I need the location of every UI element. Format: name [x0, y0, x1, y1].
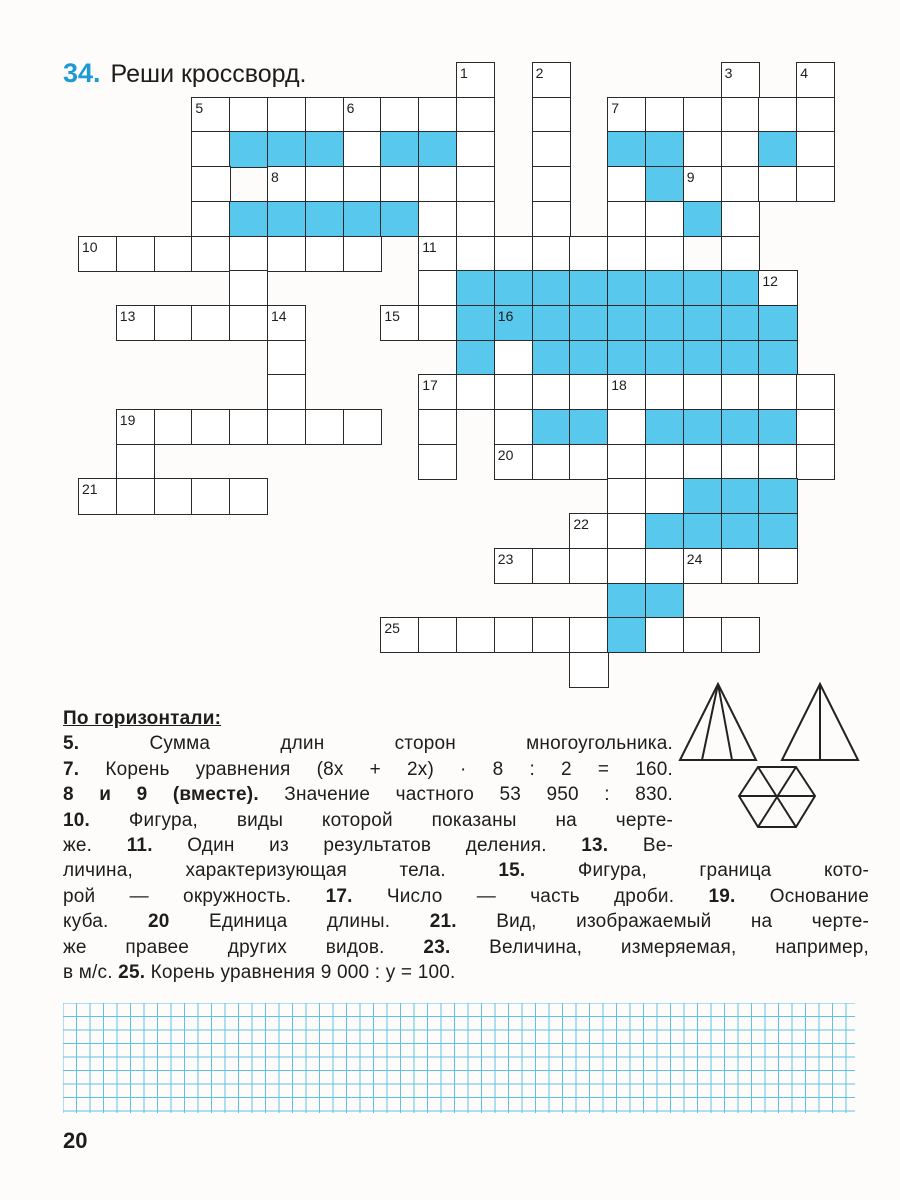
crossword-cell[interactable] [796, 131, 835, 167]
clue-number: 10. [63, 809, 91, 831]
crossword-cell[interactable] [645, 583, 684, 619]
clue-text: в м/с. [63, 962, 119, 984]
crossword-clue-number: 9 [686, 169, 695, 186]
crossword-cell[interactable] [305, 409, 344, 445]
crossword-cell[interactable] [456, 270, 495, 306]
crossword-cell[interactable] [418, 444, 457, 480]
clue-text: Основание [735, 885, 869, 907]
crossword-cell[interactable] [154, 409, 193, 445]
crossword-clue-number: 8 [271, 169, 279, 186]
crossword-cell[interactable] [721, 374, 760, 410]
clue-number: 17. [325, 885, 353, 907]
crossword-clue-number: 18 [611, 377, 627, 394]
crossword-cell[interactable] [532, 548, 571, 584]
crossword-cell[interactable] [191, 409, 230, 445]
crossword-cell[interactable] [191, 478, 230, 514]
crossword-cell[interactable] [569, 617, 608, 653]
crossword-cell[interactable] [456, 131, 495, 167]
clue-number: 8 и 9 (вместе). [63, 784, 259, 806]
crossword-cell[interactable] [721, 201, 760, 237]
crossword-cell[interactable] [418, 166, 457, 202]
crossword-cell[interactable] [532, 97, 571, 133]
crossword-cell[interactable] [645, 270, 684, 306]
clue-text: куба. [63, 911, 149, 933]
crossword-cell[interactable] [683, 201, 722, 237]
crossword-cell[interactable] [645, 340, 684, 376]
crossword-cell[interactable] [229, 305, 268, 341]
clue-7 [63, 757, 673, 782]
crossword-cell[interactable] [645, 131, 684, 167]
crossword-cell[interactable] [191, 305, 230, 341]
crossword-cell[interactable] [343, 131, 382, 167]
clue-text: Единица длины. [169, 911, 430, 933]
clue-text: Фигура, граница кото- [525, 860, 869, 882]
crossword-cell[interactable] [607, 166, 646, 202]
clue-15 [63, 858, 869, 883]
crossword-cell[interactable] [645, 409, 684, 445]
crossword-cell[interactable] [532, 201, 571, 237]
clue-number: 11. [126, 835, 153, 857]
clue-8-9 [63, 782, 673, 807]
crossword-cell[interactable] [683, 131, 722, 167]
crossword-cell[interactable] [796, 374, 835, 410]
crossword-cell[interactable] [305, 236, 344, 272]
clue-text: Вид, изображаемый на черте- [456, 911, 869, 933]
crossword-clue-number: 24 [686, 550, 703, 567]
clue-number: 25. [118, 962, 146, 984]
crossword-clue-number: 19 [119, 412, 136, 428]
crossword-cell[interactable] [683, 374, 722, 410]
crossword-cell[interactable] [758, 166, 797, 202]
crossword-cell[interactable] [721, 97, 760, 133]
crossword-cell[interactable] [645, 236, 684, 272]
crossword-clue-number: 5 [195, 99, 204, 116]
crossword-cell[interactable] [721, 513, 760, 549]
crossword-cell[interactable] [305, 131, 344, 167]
clue-5 [63, 731, 673, 756]
crossword-cell[interactable] [758, 444, 797, 480]
clue-text: же. [63, 835, 127, 857]
crossword-cell[interactable] [645, 201, 684, 237]
crossword-cell[interactable] [721, 617, 760, 653]
crossword-cell[interactable] [569, 652, 608, 688]
crossword-cell[interactable] [418, 201, 457, 237]
crossword-cell[interactable] [267, 97, 306, 133]
crossword-cell[interactable] [758, 305, 797, 341]
crossword-cell[interactable] [267, 131, 306, 167]
crossword-cell[interactable] [418, 97, 457, 133]
crossword-cell[interactable] [494, 617, 533, 653]
clue-25 [63, 960, 869, 985]
crossword-cell[interactable] [456, 617, 495, 653]
crossword-cell[interactable] [532, 305, 571, 341]
crossword-cell[interactable] [645, 166, 684, 202]
crossword-cell[interactable] [229, 409, 268, 445]
crossword-cell[interactable] [683, 270, 722, 306]
crossword-cell[interactable] [494, 340, 533, 376]
crossword-cell[interactable] [418, 305, 457, 341]
crossword-cell[interactable] [418, 617, 457, 653]
crossword-cell[interactable] [456, 201, 495, 237]
crossword-cell[interactable] [456, 374, 495, 410]
crossword-cell[interactable] [532, 270, 571, 306]
crossword-cell[interactable] [305, 97, 344, 133]
crossword-cell[interactable] [116, 444, 155, 480]
crossword-clue-number: 15 [384, 307, 400, 324]
crossword-cell[interactable] [267, 236, 306, 272]
crossword-cell[interactable] [418, 409, 457, 445]
crossword-cell[interactable] [758, 409, 797, 445]
crossword-cell[interactable] [343, 409, 382, 445]
crossword-cell[interactable] [229, 201, 268, 237]
crossword-cell[interactable] [607, 270, 646, 306]
crossword-cell[interactable] [796, 97, 835, 133]
crossword-cell[interactable] [569, 340, 608, 376]
crossword-cell[interactable] [721, 166, 760, 202]
crossword-cell[interactable] [721, 340, 760, 376]
crossword-clue-number: 16 [497, 307, 514, 324]
clues-section [63, 706, 869, 985]
crossword-cell[interactable] [607, 617, 646, 653]
crossword-cell[interactable] [607, 478, 646, 514]
crossword-clue-number: 7 [611, 99, 619, 116]
crossword-cell[interactable] [305, 166, 344, 202]
page-number: 20 [63, 1128, 88, 1153]
crossword-cell[interactable] [418, 270, 457, 306]
crossword-cell[interactable] [758, 548, 797, 584]
clue-number: 19. [708, 885, 736, 907]
crossword-cell[interactable] [796, 166, 835, 202]
crossword-clue-number: 3 [724, 65, 733, 81]
clue-text: Число — часть дроби. [352, 885, 709, 907]
crossword-cell[interactable] [645, 617, 684, 653]
crossword-cell[interactable] [607, 548, 646, 584]
crossword-cell[interactable] [645, 305, 684, 341]
clue-11-13 [63, 833, 673, 858]
clue-text: Один из результатов деления. [152, 835, 582, 857]
crossword-cell[interactable] [607, 444, 646, 480]
crossword-clue-number: 23 [497, 550, 514, 567]
crossword-cell[interactable] [683, 617, 722, 653]
crossword-clue-number: 14 [271, 307, 287, 324]
crossword-cell[interactable] [758, 374, 797, 410]
crossword-cell[interactable] [154, 305, 193, 341]
crossword-cell[interactable] [456, 340, 495, 376]
crossword-cell[interactable] [607, 583, 646, 619]
crossword-cell[interactable] [607, 131, 646, 167]
crossword-cell[interactable] [532, 131, 571, 167]
crossword-cell[interactable] [758, 478, 797, 514]
crossword-clue-number: 21 [82, 481, 98, 498]
crossword-cell[interactable] [683, 97, 722, 133]
crossword-cell[interactable] [380, 97, 419, 133]
crossword-cell[interactable] [758, 513, 797, 549]
task-title: Реши кроссворд. [110, 60, 307, 88]
crossword-cell[interactable] [721, 478, 760, 514]
crossword-cell[interactable] [229, 236, 268, 272]
crossword-clue-number: 12 [762, 273, 778, 290]
crossword-cell[interactable] [267, 340, 306, 376]
crossword-cell[interactable] [607, 513, 646, 549]
crossword-cell[interactable] [267, 201, 306, 237]
crossword-cell[interactable] [532, 444, 571, 480]
clue-number: 23. [423, 936, 451, 958]
crossword-cell[interactable] [532, 340, 571, 376]
task-number: 34. [63, 58, 101, 88]
crossword-clue-number: 13 [119, 307, 136, 324]
crossword-cell[interactable] [721, 305, 760, 341]
crossword-cell[interactable] [418, 131, 457, 167]
crossword-cell[interactable] [229, 478, 268, 514]
crossword-clue-number: 25 [384, 620, 400, 637]
crossword-cell[interactable] [494, 409, 533, 445]
crossword-clue-number: 6 [346, 99, 355, 116]
crossword-cell[interactable] [758, 97, 797, 133]
clue-number: 5. [63, 733, 80, 755]
crossword-cell[interactable] [154, 478, 193, 514]
crossword-cell[interactable] [683, 513, 722, 549]
crossword-clue-number: 2 [535, 65, 544, 81]
crossword-cell[interactable] [796, 444, 835, 480]
crossword-cell[interactable] [532, 374, 571, 410]
crossword-cell[interactable] [494, 374, 533, 410]
crossword-cell[interactable] [229, 131, 268, 167]
clue-text: личина, характеризующая тела. [63, 860, 499, 882]
crossword-cell[interactable] [721, 409, 760, 445]
clue-number: 13. [581, 835, 609, 857]
crossword-clue-number: 20 [497, 446, 514, 463]
crossword-clue-number: 1 [460, 65, 468, 81]
crossword-cell[interactable] [494, 270, 533, 306]
clue-text: рой — окружность. [63, 885, 326, 907]
crossword-cell[interactable] [191, 201, 230, 237]
crossword-cell[interactable] [607, 201, 646, 237]
crossword-cell[interactable] [380, 166, 419, 202]
crossword-cell[interactable] [532, 236, 571, 272]
clue-17-19 [63, 884, 869, 909]
crossword-cell[interactable] [796, 409, 835, 445]
crossword-cell[interactable] [645, 444, 684, 480]
crossword-cell[interactable] [645, 548, 684, 584]
clue-10 [63, 808, 673, 833]
crossword-cell[interactable] [191, 166, 230, 202]
crossword-cell[interactable] [721, 131, 760, 167]
crossword-cell[interactable] [645, 513, 684, 549]
crossword-cell[interactable] [229, 270, 268, 306]
clue-text: Величина, измеряемая, например, [450, 936, 869, 958]
crossword-cell[interactable] [380, 201, 419, 237]
clue-number: 21. [429, 911, 457, 933]
crossword-cell[interactable] [607, 340, 646, 376]
crossword-cell[interactable] [758, 340, 797, 376]
crossword-clue-number: 11 [422, 238, 437, 255]
crossword-cell[interactable] [267, 409, 306, 445]
crossword-cell[interactable] [569, 374, 608, 410]
crossword-cell[interactable] [569, 236, 608, 272]
crossword-cell[interactable] [191, 131, 230, 167]
clue-text: же правее других видов. [63, 936, 424, 958]
crossword-cell[interactable] [645, 97, 684, 133]
crossword-cell[interactable] [267, 374, 306, 410]
crossword-cell[interactable] [154, 236, 193, 272]
crossword-cell[interactable] [683, 305, 722, 341]
crossword-cell[interactable] [380, 131, 419, 167]
crossword-cell[interactable] [569, 409, 608, 445]
crossword-cell[interactable] [532, 617, 571, 653]
crossword-cell[interactable] [607, 305, 646, 341]
crossword-cell[interactable] [456, 97, 495, 133]
crossword-clue-number: 4 [800, 65, 808, 81]
crossword-cell[interactable] [758, 131, 797, 167]
crossword-cell[interactable] [343, 166, 382, 202]
answer-grid-paper [63, 1003, 855, 1113]
crossword-cell[interactable] [721, 548, 760, 584]
clue-text: Корень уравнения (8x + 2x) · 8 : 2 = 160. [79, 758, 673, 780]
crossword-cell[interactable] [532, 409, 571, 445]
crossword-cell[interactable] [569, 305, 608, 341]
clue-text: Корень уравнения 9 000 : y = 100. [145, 962, 456, 984]
clue-text: Ве- [608, 835, 673, 857]
crossword-cell[interactable] [116, 478, 155, 514]
crossword-cell[interactable] [683, 409, 722, 445]
crossword-cell[interactable] [683, 478, 722, 514]
crossword-cell[interactable] [645, 478, 684, 514]
crossword-cell[interactable] [229, 97, 268, 133]
crossword-cell[interactable] [191, 236, 230, 272]
crossword-cell[interactable] [532, 166, 571, 202]
crossword-clue-number: 10 [82, 238, 98, 255]
crossword-cell[interactable] [721, 270, 760, 306]
crossword-cell[interactable] [116, 236, 155, 272]
crossword-cell[interactable] [343, 236, 382, 272]
crossword-cell[interactable] [645, 374, 684, 410]
crossword-cell[interactable] [305, 201, 344, 237]
clues-heading: По горизонтали: [63, 708, 222, 729]
crossword-cell[interactable] [456, 166, 495, 202]
crossword-cell[interactable] [494, 236, 533, 272]
crossword-cell[interactable] [569, 548, 608, 584]
clue-text: Фигура, виды которой показаны на черте- [90, 809, 673, 831]
clue-number: 15. [498, 860, 526, 882]
crossword-cell[interactable] [456, 305, 495, 341]
crossword-cell[interactable] [721, 444, 760, 480]
crossword-clue-number: 22 [573, 516, 589, 533]
crossword-cell[interactable] [456, 236, 495, 272]
clue-number: 7. [63, 758, 80, 780]
crossword-cell[interactable] [343, 201, 382, 237]
clue-23 [63, 935, 869, 960]
crossword-cell[interactable] [607, 236, 646, 272]
crossword-cell[interactable] [721, 236, 760, 272]
clue-20-21 [63, 909, 869, 934]
crossword-cell[interactable] [569, 270, 608, 306]
clue-text: Значение частного 53 950 : 830. [258, 784, 673, 806]
crossword-cell[interactable] [569, 444, 608, 480]
crossword-cell[interactable] [683, 444, 722, 480]
crossword-cell[interactable] [683, 340, 722, 376]
clue-text: Сумма длин сторон многоугольника. [79, 733, 673, 755]
clue-number: 20 [148, 911, 170, 933]
crossword-clue-number: 17 [422, 377, 438, 394]
crossword-cell[interactable] [607, 409, 646, 445]
